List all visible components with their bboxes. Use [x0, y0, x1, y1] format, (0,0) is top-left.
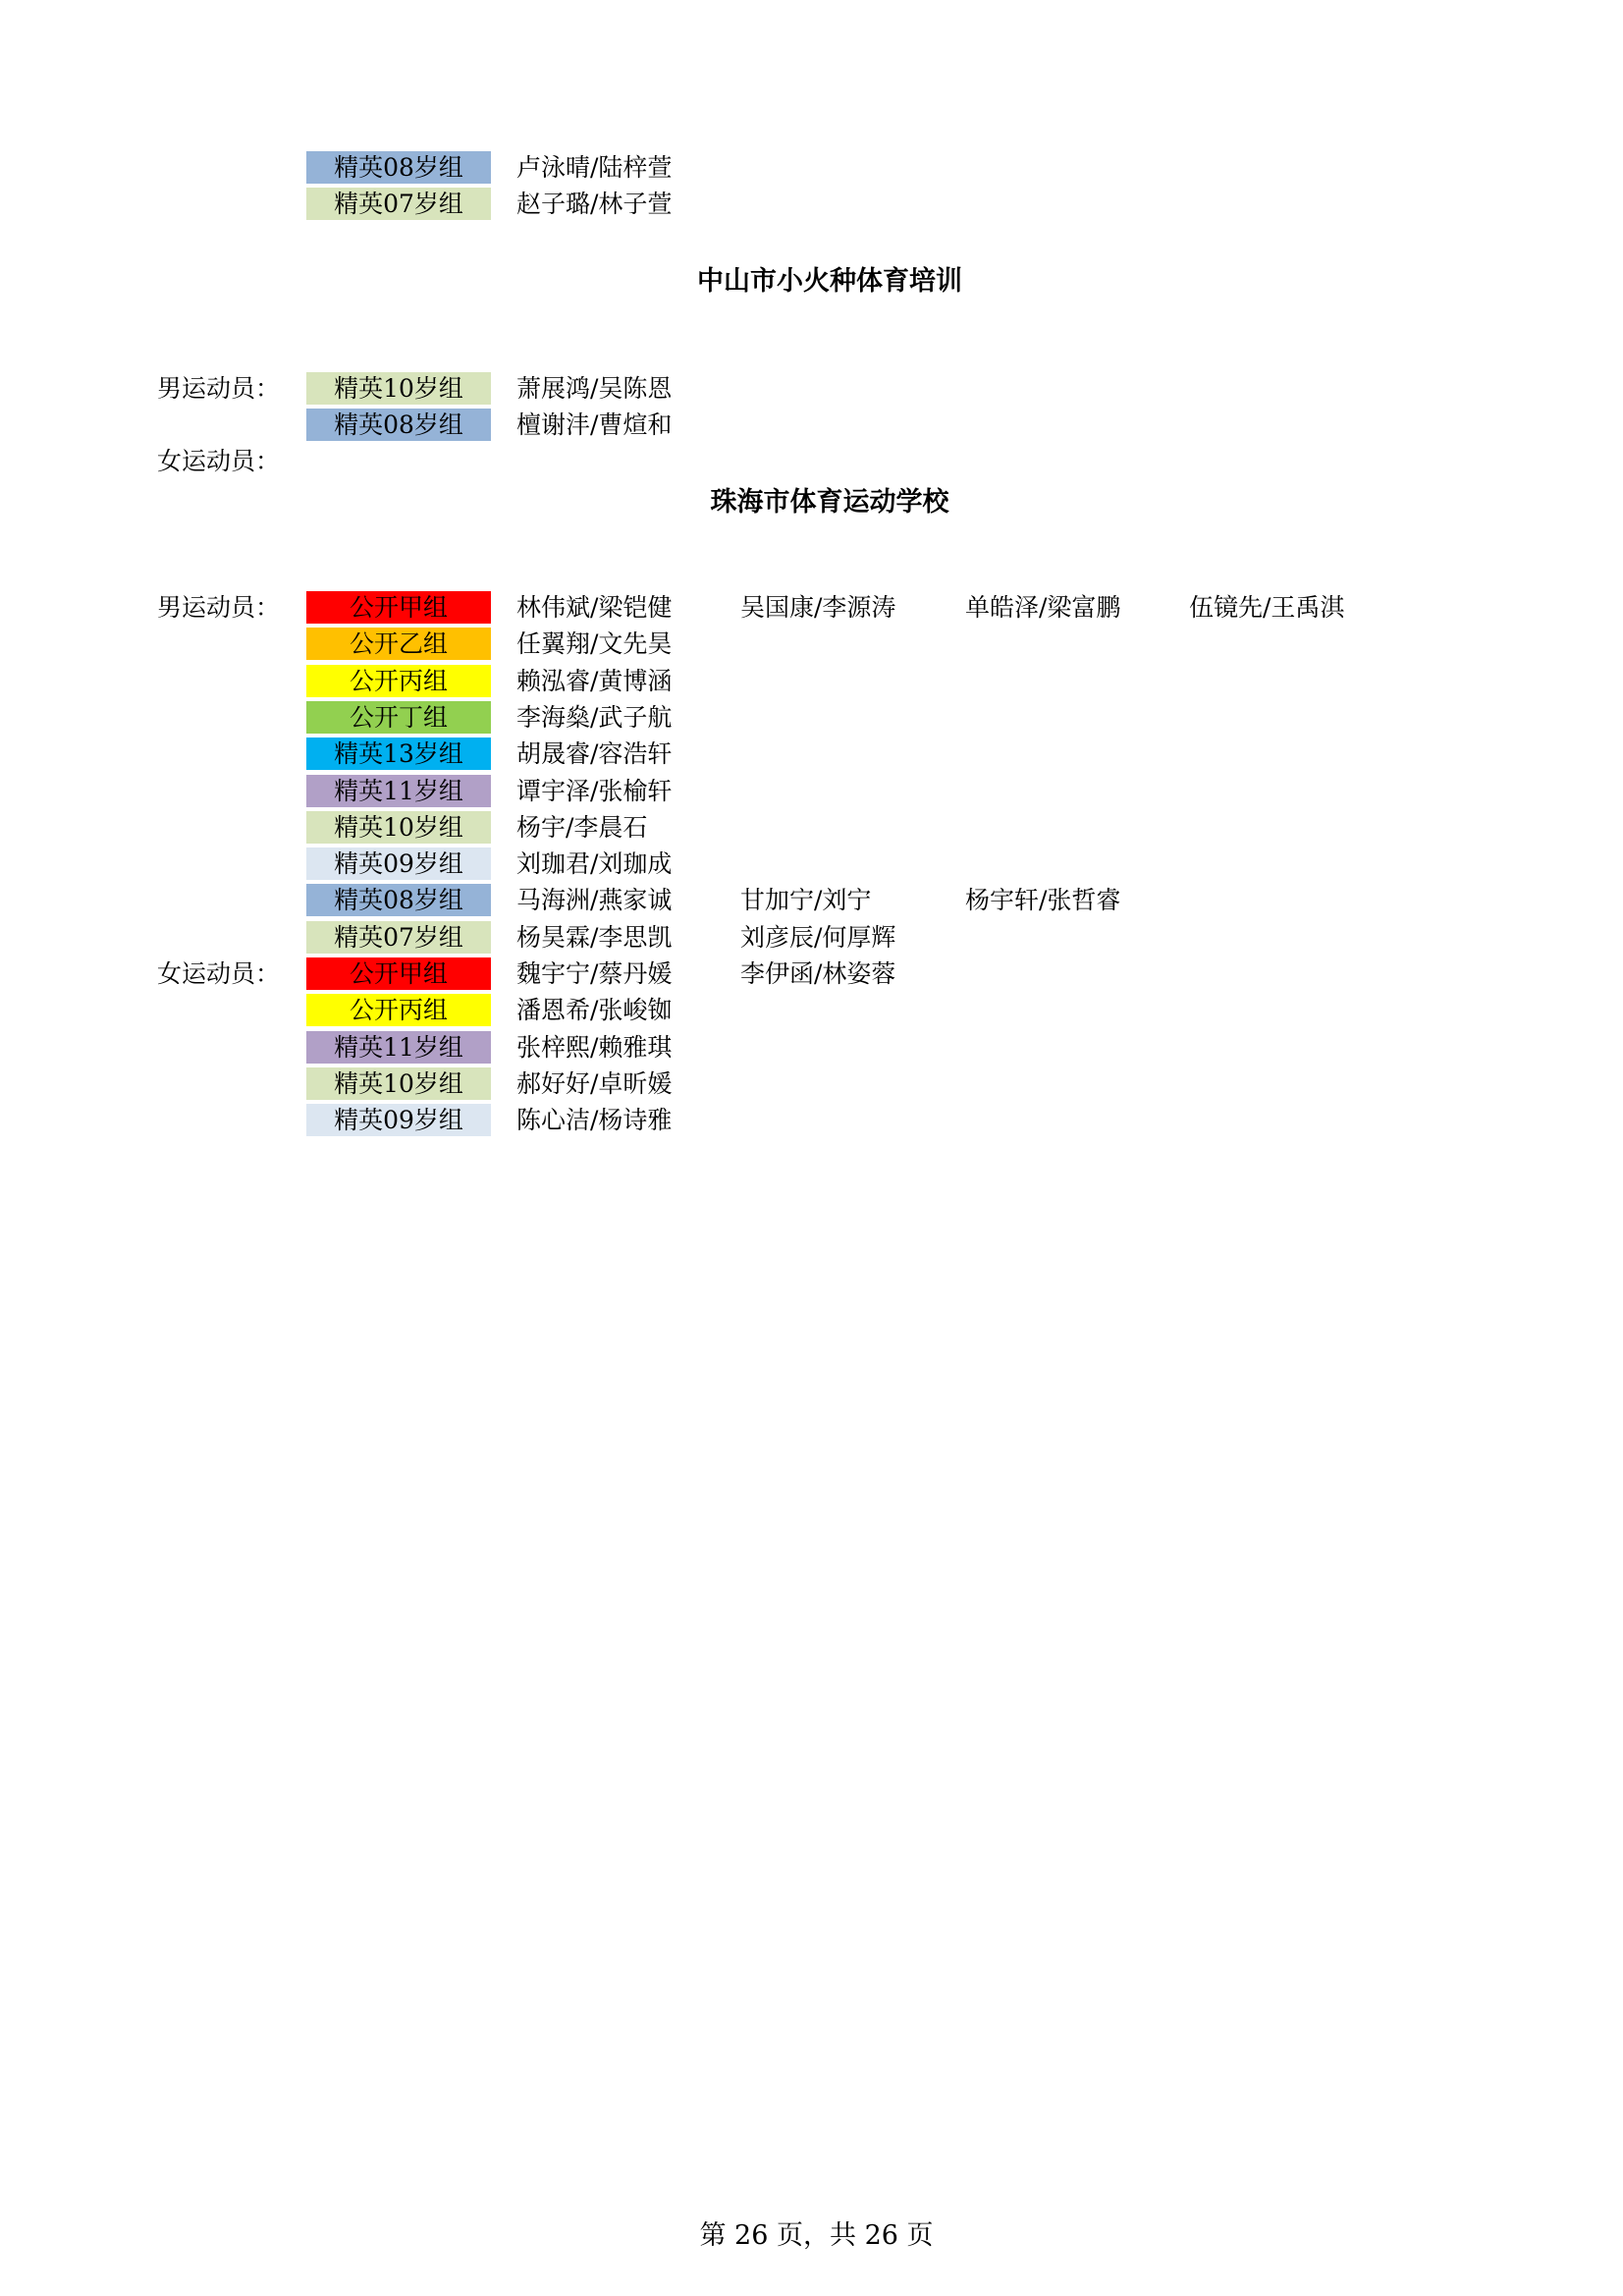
table-row [0, 736, 1623, 772]
table-row [0, 443, 1623, 479]
player-pair: 谭宇泽/张榆轩 [516, 776, 673, 805]
page-footer: 第 26 页，共 26 页 [699, 2220, 934, 2251]
table-row [0, 1102, 1623, 1138]
category-cell: 精英08岁组 [306, 151, 491, 184]
category-cell: 精英13岁组 [306, 738, 491, 770]
table-row [0, 956, 1623, 992]
table-row [0, 626, 1623, 662]
category-cell: 精英09岁组 [306, 1104, 491, 1136]
category-cell: 精英11岁组 [306, 775, 491, 807]
table-row [0, 846, 1623, 882]
player-pair: 杨宇/李晨石 [516, 812, 648, 842]
category-cell: 公开丙组 [306, 665, 491, 697]
table-row [0, 186, 1623, 222]
player-pair: 甘加宁/刘宁 [740, 886, 872, 915]
table-row [0, 809, 1623, 846]
player-pair: 马海洲/燕家诚 [516, 886, 673, 915]
player-pair: 萧展鸿/吴陈恩 [516, 374, 673, 403]
player-pair: 胡晟睿/容浩轩 [516, 739, 673, 769]
category-cell: 精英08岁组 [306, 409, 491, 441]
table-row [0, 663, 1623, 699]
athlete-group-label: 男运动员： [157, 374, 281, 403]
table-row [0, 1066, 1623, 1102]
player-pair: 刘珈君/刘珈成 [516, 849, 673, 879]
player-pair: 陈心洁/杨诗雅 [516, 1106, 673, 1135]
category-cell: 精英07岁组 [306, 188, 491, 220]
category-cell: 公开甲组 [306, 957, 491, 990]
table-row [0, 699, 1623, 736]
athlete-group-label: 女运动员： [157, 447, 281, 475]
player-pair: 李伊函/林姿蓉 [740, 959, 896, 988]
category-cell: 精英10岁组 [306, 372, 491, 405]
player-pair: 魏宇宁/蔡丹媛 [516, 959, 673, 988]
player-pair: 赖泓睿/黄博涵 [516, 666, 673, 695]
table-row [0, 407, 1623, 443]
player-pair: 杨昊霖/李思凯 [516, 922, 673, 952]
table-row [0, 773, 1623, 809]
player-pair: 林伟斌/梁铠健 [516, 593, 673, 622]
table-row [0, 589, 1623, 626]
player-pair: 伍镜先/王禹淇 [1189, 593, 1345, 622]
table-row [0, 149, 1623, 186]
player-pair: 赵子璐/林子萱 [516, 190, 673, 219]
category-cell: 公开甲组 [306, 591, 491, 624]
table-row [0, 882, 1623, 918]
table-row [0, 992, 1623, 1028]
player-pair: 杨宇轩/张哲睿 [965, 886, 1121, 915]
table-row [0, 919, 1623, 956]
player-pair: 任翼翔/文先昊 [516, 629, 673, 659]
category-cell: 公开丁组 [306, 701, 491, 734]
player-pair: 李海燊/武子航 [516, 702, 673, 732]
table-row [0, 1029, 1623, 1066]
category-cell: 公开乙组 [306, 628, 491, 660]
player-pair: 单皓泽/梁富鹏 [965, 593, 1121, 622]
section-title: 珠海市体育运动学校 [710, 487, 949, 518]
athlete-group-label: 男运动员： [157, 593, 281, 622]
player-pair: 刘彦辰/何厚辉 [740, 922, 896, 952]
category-cell: 公开丙组 [306, 994, 491, 1026]
category-cell: 精英08岁组 [306, 884, 491, 916]
player-pair: 潘恩希/张峻铷 [516, 996, 673, 1025]
section-title: 中山市小火种体育培训 [697, 266, 962, 297]
player-pair: 张梓熙/赖雅琪 [516, 1032, 673, 1062]
player-pair: 郝好好/卓昕媛 [516, 1068, 673, 1098]
player-pair: 檀谢沣/曹煊和 [516, 410, 673, 440]
athlete-group-label: 女运动员： [157, 959, 281, 988]
player-pair: 吴国康/李源涛 [740, 593, 896, 622]
category-cell: 精英09岁组 [306, 847, 491, 880]
category-cell: 精英10岁组 [306, 811, 491, 844]
player-pair: 卢泳晴/陆梓萱 [516, 153, 673, 182]
category-cell: 精英10岁组 [306, 1067, 491, 1100]
table-row [0, 370, 1623, 407]
category-cell: 精英07岁组 [306, 921, 491, 954]
category-cell: 精英11岁组 [306, 1031, 491, 1064]
